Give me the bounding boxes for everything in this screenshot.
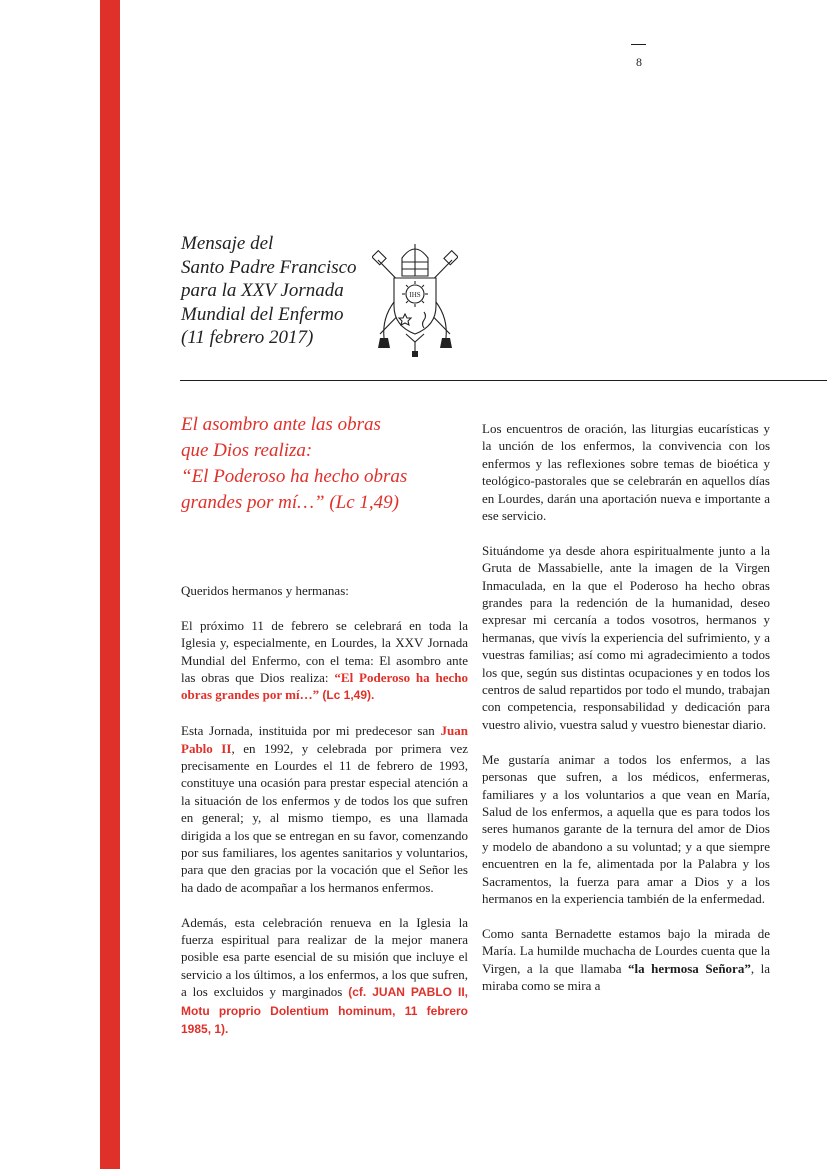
paragraph-text: Como santa Bernadette estamos bajo la mirada de María. La humilde muchacha de Lourdes cuenta que la Virgen, a la que llamaba [482,925,770,976]
paragraph [181,914,468,1039]
title-line: Mensaje del [181,233,274,254]
page-number-rule [631,44,646,45]
paragraph [181,617,468,705]
papal-coat-of-arms-icon [372,238,458,358]
heading-line: que Dios realiza: [181,440,313,461]
paragraph: Situándome ya desde ahora espiritualmente junto a la Gruta de Massabielle, ante la imagen de la Virgen Inmaculada, en la que el Poderoso ha hecho obras grandes para la redención de la humanidad, deseo expresar mi cercanía a todos vosotros, hermanos y hermanas, que vivís la experiencia del sufrimiento, y a vuestras familias; así como mi agradecimiento a todos los que, según sus distintas ocupaciones y en todos los centros de salud repartidos por todo el mundo, trabajan con competencia, responsabilidad y dedicación para vuestro alivio, vuestra salud y vuestro bienestar diario. [482,542,770,732]
heading-line: “El Poderoso ha hecho obras [181,466,408,487]
paragraph: Los encuentros de oración, las liturgias eucarísticas y la unción de los enfermos, la convivencia con los enfermos y las reflexiones sobre temas de bioética y teológico-pastorales que se celebrarán en aquellos días en Lourdes, darán una aportación nueva e importante a ese servicio. [482,421,770,524]
title-line: para la XXV Jornada [181,280,344,302]
paragraph [181,722,468,896]
citation-reference: (cf. JUAN PABLO II, Motu proprio Dolentium hominum, 11 febrero 1985, 1). [181,985,468,1037]
right-column [482,420,770,1012]
bold-quote: “la hermosa Señora” [628,960,751,976]
title-line: (11 febrero 2017) [181,327,314,349]
coat-monogram: IHS [409,291,421,299]
header-divider [180,380,827,381]
paragraph-text: , la miraba como se mira a [482,960,770,993]
title-line: Mundial del Enfermo [181,303,344,325]
page-number: 8 [636,55,642,69]
message-heading [181,412,441,516]
paragraph [482,925,770,995]
paragraph-text: , en 1992, y celebrada por primera vez precisamente en Lourdes el 11 de febrero de 1993, constituye una ocasión para prestar especial atención a la situación de los enfermos y de todos los que sufren en general; y, al mismo tiempo, es una llamada dirigida a los que se entregan en su favor, comenzando por sus familiares, los agentes sanitarios y voluntarios, para que den gracias por la vocación que el Señor les ha dado de acompañar a los hermanos enfermos. [181,740,468,895]
scripture-quote: “El Poderoso ha hecho obras grandes por mí…” [181,670,468,703]
paragraph-text: El próximo 11 de febrero se celebrará en toda la Iglesia y, especialmente, en Lourdes, la XXV Jornada Mundial del Enfermo, con el tema: El asombro ante las obras que Dios realiza: [181,617,468,686]
left-column [181,582,468,1056]
heading-line: grandes por mí…” (Lc 1,49) [181,492,399,513]
paragraph: Me gustaría animar a todos los enfermos, a las personas que sufren, a los médicos, enfermeras, familiares y a los voluntarios a que vean en María, Salud de los enfermos, a aquella que es para todos los seres humanos garante de la ternura del amor de Dios y modelo de abandono a su voluntad; y a que siempre encuentren en la fe, alimentada por la Palabra y los Sacramentos, la fuerza para amar a Dios y a los hermanos en la experiencia también de la enfermedad. [482,751,770,906]
scripture-reference: (Lc 1,49). [322,688,375,703]
greeting: Queridos hermanos y hermanas: [181,583,349,598]
red-margin-bar [100,0,120,1169]
heading-line: El asombro ante las obras [181,414,381,435]
paragraph-text: Esta Jornada, instituida por mi predecesor san [181,723,441,739]
paragraph-text: Además, esta celebración renueva en la Iglesia la fuerza espiritual para realizar de la mejor manera posible esa parte esencial de su misión que incluye el servicio a los últimos, a los enfermos, a los que sufren, a los excluidos y marginados [181,914,468,1000]
document-title [181,232,371,350]
name-link-juan-pablo-ii: Juan Pablo II [181,723,468,756]
title-line: Santo Padre Francisco [181,256,357,278]
